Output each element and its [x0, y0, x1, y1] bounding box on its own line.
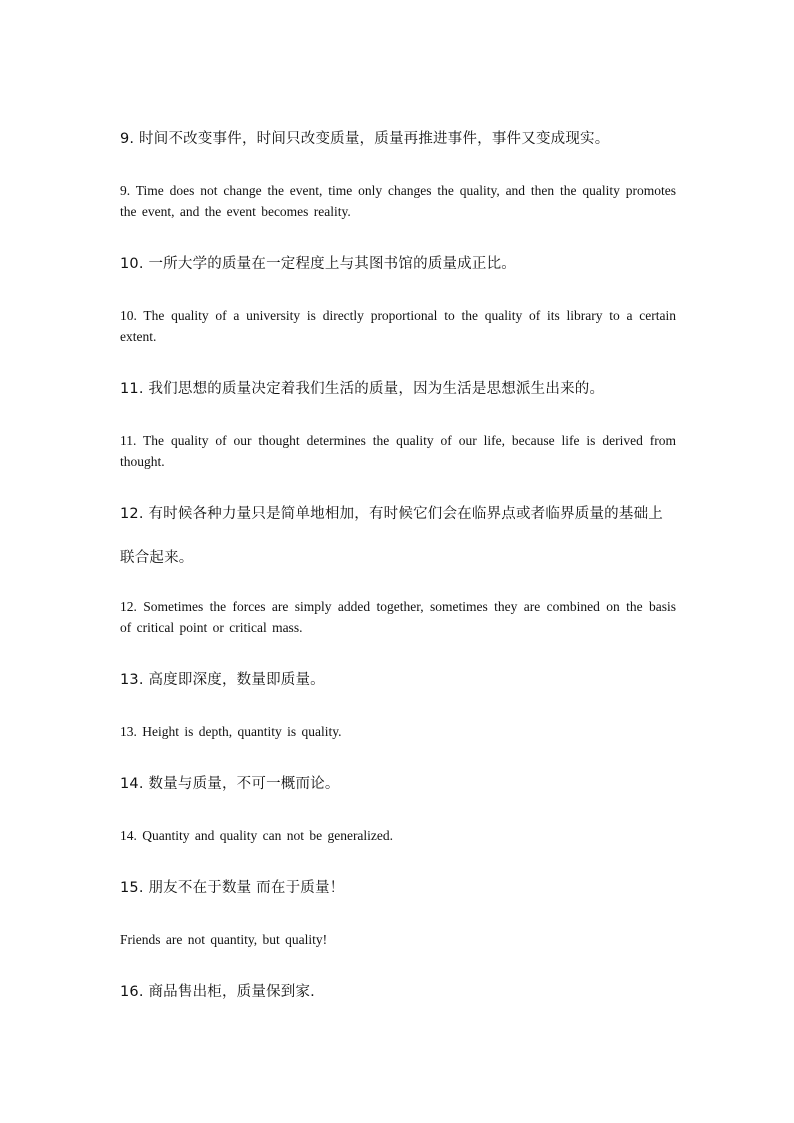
quote-10-english: 10. The quality of a university is directly proportional to the quality of its library to a certain extent. — [120, 308, 676, 344]
quote-9-english: 9. Time does not change the event, time only changes the quality, and then the quality promotes the event, and the event becomes reality. — [120, 183, 676, 219]
quote-15-english: Friends are not quantity, but quality! — [120, 932, 328, 947]
quote-10-chinese: 10. 一所大学的质量在一定程度上与其图书馆的质量成正比。 — [120, 256, 516, 272]
quote-11-chinese: 11. 我们思想的质量决定着我们生活的质量，因为生活是思想派生出来的。 — [120, 381, 605, 397]
quote-15-chinese: 15. 朋友不在于数量 而在于质量！ — [120, 880, 345, 896]
quote-11-english: 11. The quality of our thought determines the quality of our life, because life is derived from thought. — [120, 433, 676, 469]
quote-9-chinese: 9. 时间不改变事件，时间只改变质量，质量再推进事件，事件又变成现实。 — [120, 131, 610, 147]
quote-13-chinese: 13. 高度即深度，数量即质量。 — [120, 672, 325, 688]
quote-12-english: 12. Sometimes the forces are simply added together, sometimes they are combined on the basis of critical point or critical mass. — [120, 599, 676, 635]
quote-13-english: 13. Height is depth, quantity is quality. — [120, 724, 342, 739]
quote-16-chinese: 16. 商品售出柜，质量保到家. — [120, 984, 315, 1000]
quote-14-english: 14. Quantity and quality can not be generalized. — [120, 828, 394, 843]
quote-12-chinese: 12. 有时候各种力量只是简单地相加，有时候它们会在临界点或者临界质量的基础上联合起来。 — [120, 506, 663, 566]
quote-14-chinese: 14. 数量与质量，不可一概而论。 — [120, 776, 340, 792]
